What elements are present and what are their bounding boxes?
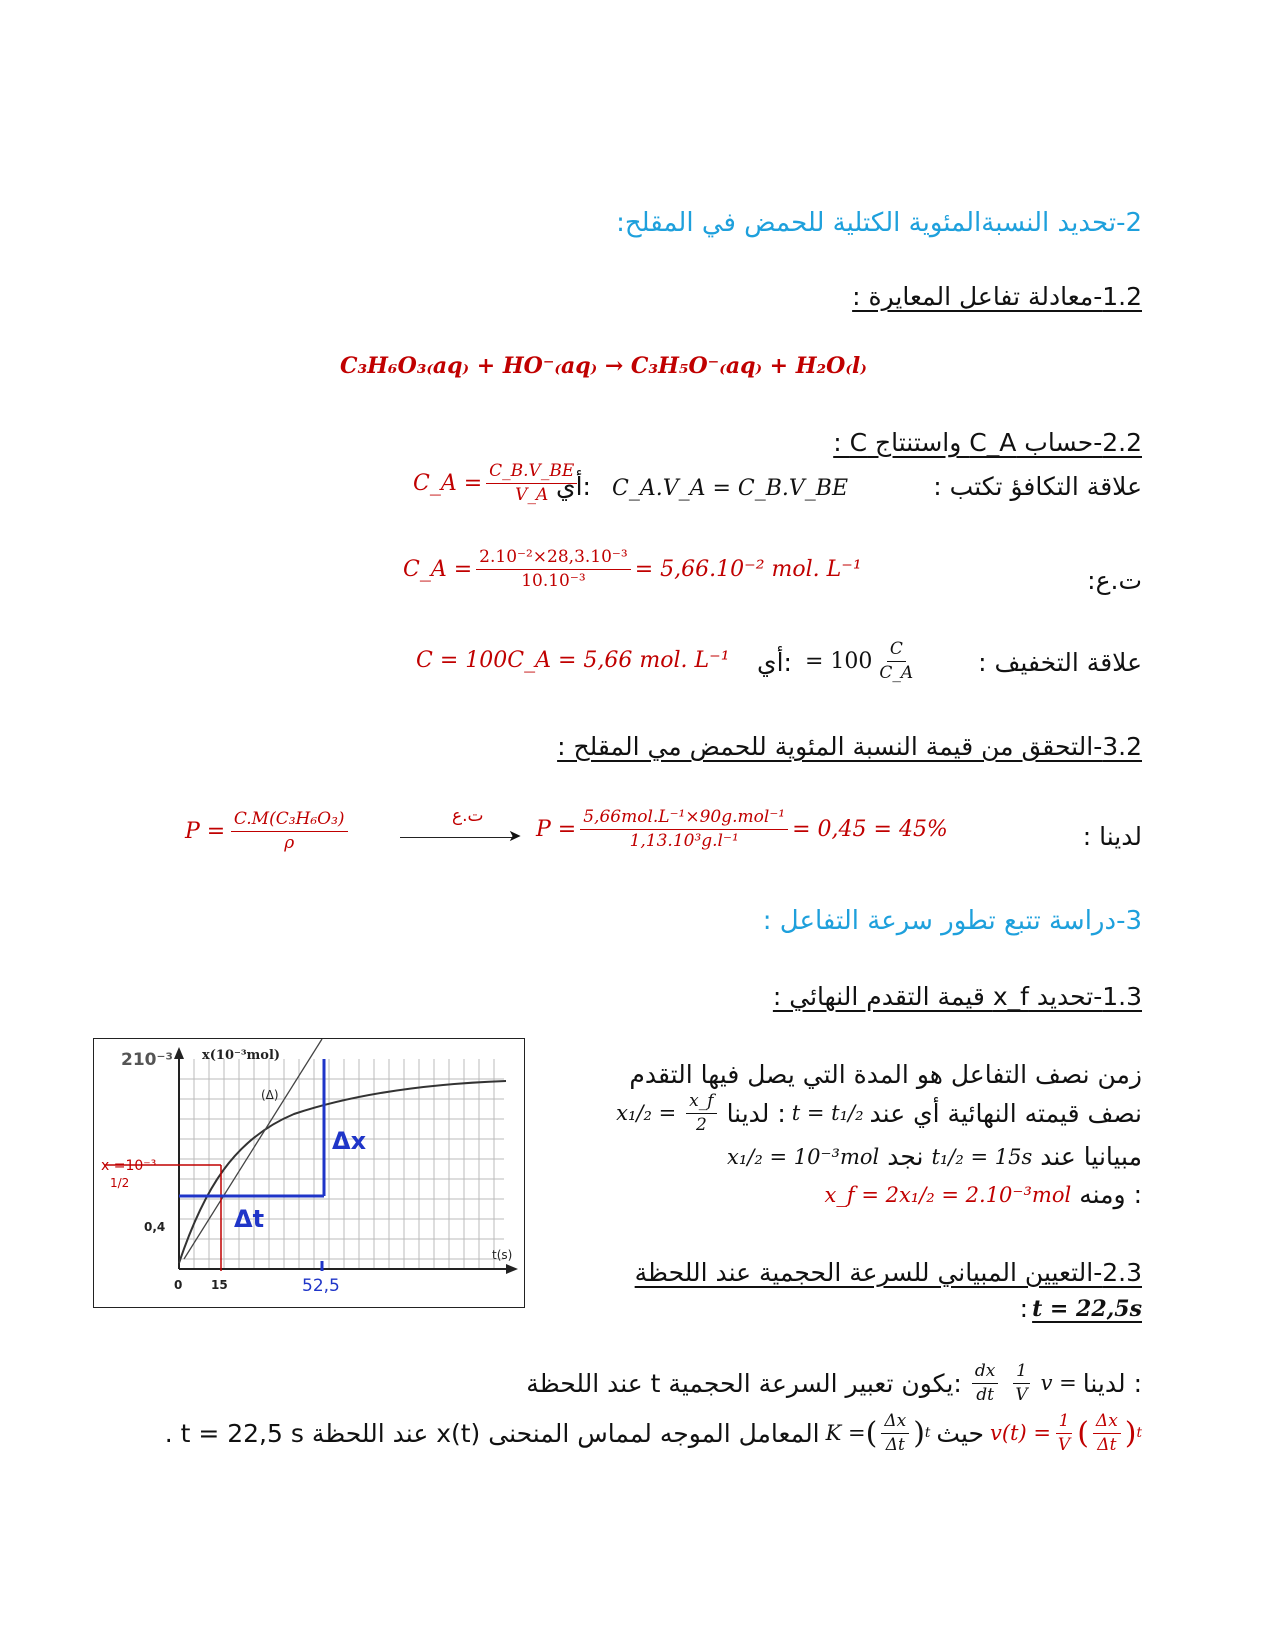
- half-time-definition-line1: زمن نصف التفاعل هو المدة التي يصل فيها التقدم: [629, 1060, 1142, 1089]
- ca-formula: C_A = $\frac{C\_B.V\_BE}{V\_A}$: [413, 462, 581, 504]
- subheading-2-3: 2.3-التعيين المبياني للسرعة الحجمية عند اللحظة: [634, 1258, 1142, 1287]
- velocity-expression-line: لدينا : v = $\frac{1}{V}$ $\frac{dx}{dt}$ عند اللحظة t يكون تعبير السرعة الحجمية:: [526, 1361, 1142, 1405]
- graph-frame: [93, 1038, 525, 1308]
- x-axis-label: t(s): [492, 1248, 513, 1262]
- dilution-label: علاقة التخفيف :: [978, 648, 1142, 677]
- p-formula: P = $\frac{\text{C.M(C₃H₆O₃)}}{\rho}$: [185, 810, 353, 852]
- equivalence-equation: C_A.V_A = C_B.V_BE: [612, 476, 849, 501]
- equivalence-label: علاقة التكافؤ تكتب :: [933, 472, 1142, 501]
- tick-52-5: 52,5: [302, 1276, 340, 1296]
- y-top-label: 210⁻³: [121, 1050, 173, 1070]
- p-calculation: P = $\frac{\text{5,66mol.L⁻¹×90g.mol⁻¹}}{\text{1,13.10³g.l⁻¹}}$ = 0,45 = 45%: [536, 807, 948, 851]
- section-3-heading: 3-دراسة تتبع تطور سرعة التفاعل :: [762, 906, 1142, 936]
- dilution-result: C = 100C_A = 5,66 mol. L⁻¹: [416, 648, 730, 673]
- subheading-2-3-time: t = 22,5s :: [1019, 1294, 1142, 1323]
- delta-x-label: Δx: [332, 1127, 367, 1155]
- ay-label-1: أي:: [556, 472, 591, 501]
- y-04-label: 0,4: [144, 1220, 166, 1234]
- arrow-label: ت.ع: [452, 806, 484, 826]
- delta-t-label: Δt: [234, 1205, 265, 1233]
- arrow-head-icon: ➤: [508, 826, 522, 845]
- y-axis-label: x(10⁻³mol): [202, 1048, 281, 1063]
- x-half-label: x =10⁻³: [101, 1158, 157, 1174]
- ladayna-label-1: لدينا :: [1082, 822, 1142, 851]
- tick-15: 15: [211, 1278, 228, 1292]
- xf-result-line: ومنه : x_f = 2x₁/₂ = 2.10⁻³mol: [824, 1180, 1142, 1209]
- subheading-3-2: 3.2-التحقق من قيمة النسبة المئوية للحمض مي المقلح :: [557, 732, 1142, 761]
- dilution-relation: = 100 $\frac{C}{C\_A}$: [805, 639, 914, 683]
- advancement-graph: [94, 1039, 524, 1307]
- half-time-definition-line2: نصف قيمته النهائية أي عند t = t₁/₂ لدينا : $\frac{x\_f}{2}$ x₁/₂ =: [616, 1091, 1142, 1135]
- subheading-2-2: 2.2-حساب C_A واستنتاج C :: [833, 428, 1142, 457]
- ca-calculation: C_A = $\frac{\text{2.10⁻²×28,3.10⁻³}}{\text{10.10⁻³}}$ = 5,66.10⁻² mol. L⁻¹: [403, 547, 862, 591]
- subheading-3-1: 1.3-تحديد x_f قيمة التقدم النهائي :: [772, 982, 1142, 1011]
- tangent-label: (Δ): [261, 1088, 279, 1102]
- implies-arrow: [400, 837, 512, 838]
- graph-reading-line: مبيانيا عند t₁/₂ = 15s نجد x₁/₂ = 10⁻³mol: [727, 1142, 1142, 1171]
- ay-label-2: أي:: [757, 648, 792, 677]
- section-2-heading: 2-تحديد النسبةالمئوية الكتلية للحمض في المقلح:: [616, 208, 1142, 238]
- reaction-equation: C₃H₆O₃₍aq₎ + HO⁻₍aq₎ → C₃H₅O⁻₍aq₎ + H₂O₍l₎: [340, 353, 867, 379]
- subheading-1-2: 1.2-معادلة تفاعل المعايرة :: [852, 282, 1142, 311]
- tick-0: 0: [174, 1278, 183, 1292]
- numerical-application-label: ت.ع:: [1087, 566, 1142, 595]
- velocity-tangent-line: v(t) = $\frac{1}{V}$ ( $\frac{\Delta x}{\Delta t}$ ) t حيث K = ( $\frac{\Delta x}{\Delta t}$ ) t المعامل الموجه لمماس المنحنى x(t) عند اللحظة t = 22,5 s .: [164, 1411, 1142, 1455]
- half-label: 1/2: [110, 1176, 130, 1190]
